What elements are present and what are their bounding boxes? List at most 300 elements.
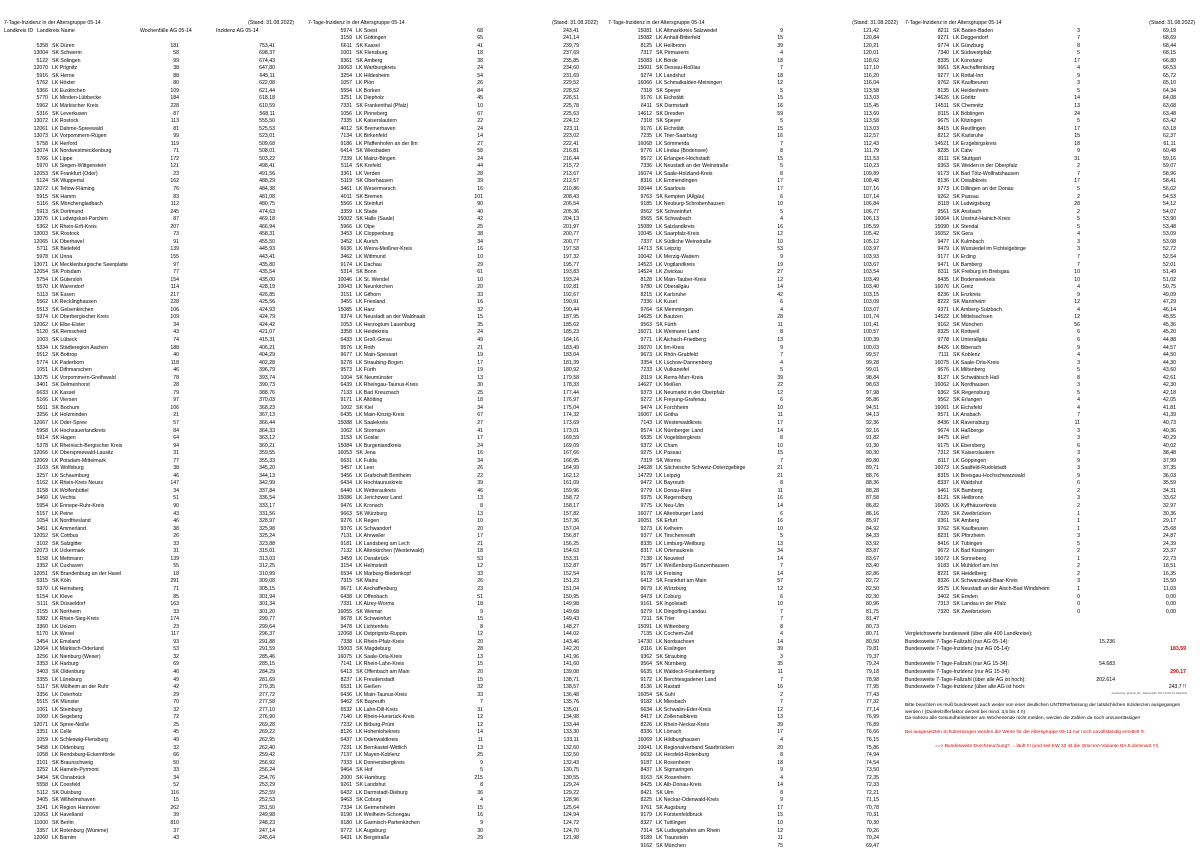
landkreis-name: LK Kitzingen xyxy=(953,118,983,125)
landkreis-name: SK Delmenhorst xyxy=(52,382,90,389)
table-row xyxy=(4,828,294,836)
landkreis-id: 6436 xyxy=(340,691,352,698)
landkreis-id: 5315 xyxy=(36,578,48,585)
table-row xyxy=(308,103,598,111)
landkreis-id: 9262 xyxy=(937,193,949,200)
landkreis-id: 8231 xyxy=(937,533,949,540)
weekly-cases: 5 xyxy=(780,367,783,374)
landkreis-id: 16070 xyxy=(637,344,652,351)
incidence-value: 132,50 xyxy=(563,752,579,759)
incidence-value: 79,37 xyxy=(866,653,879,660)
landkreis-id: 5966 xyxy=(340,223,352,230)
landkreis-id: 5913 xyxy=(36,208,48,215)
landkreis-id: 3460 xyxy=(36,495,48,502)
landkreis-id: 8211 xyxy=(937,27,949,34)
landkreis-name: SK Dortmund xyxy=(52,208,84,215)
weekly-cases: 9 xyxy=(480,608,483,615)
incidence-value: 216,81 xyxy=(563,148,579,155)
landkreis-name: LK Regionalverband Saarbrücken xyxy=(656,744,734,751)
incidence-value: 46,14 xyxy=(1163,306,1176,313)
landkreis-name: LK Saarlouis xyxy=(656,186,686,193)
landkreis-id: 5370 xyxy=(36,586,48,593)
incidence-value: 52,01 xyxy=(1163,261,1176,268)
table-row xyxy=(905,111,1195,119)
table-row xyxy=(4,88,294,96)
landkreis-id: 8335 xyxy=(937,57,949,64)
landkreis-id: 8136 xyxy=(937,178,949,185)
landkreis-name: SK Worms xyxy=(656,457,681,464)
landkreis-name: LK Dithmarschen xyxy=(52,367,92,374)
landkreis-name: LK Emmendingen xyxy=(656,178,698,185)
incidence-value: 107,14 xyxy=(863,193,879,200)
table-row xyxy=(4,118,294,126)
landkreis-id: 1053 xyxy=(340,321,352,328)
weekly-cases: 10 xyxy=(777,525,783,532)
incidence-value: 243,41 xyxy=(563,27,579,34)
landkreis-id: 8226 xyxy=(640,721,652,728)
landkreis-name: LK Sigmaringen xyxy=(656,767,693,774)
table-row xyxy=(4,50,294,58)
table-row xyxy=(905,473,1195,481)
incidence-value: 52,72 xyxy=(1163,246,1176,253)
landkreis-name: LK Bamberg xyxy=(953,261,982,268)
table-row xyxy=(608,65,898,73)
weekly-cases: 53 xyxy=(477,555,483,562)
weekly-cases: 810 xyxy=(170,819,179,826)
table-row xyxy=(608,843,898,850)
table-row xyxy=(4,337,294,345)
landkreis-id: 9179 xyxy=(640,812,652,819)
landkreis-id: 7140 xyxy=(340,714,352,721)
landkreis-name: LK Donnersbergkreis xyxy=(356,759,405,766)
incidence-value: 249,98 xyxy=(259,812,275,819)
landkreis-id: 5766 xyxy=(36,155,48,162)
landkreis-id: 15086 xyxy=(337,495,352,502)
table-row xyxy=(905,133,1195,141)
weekly-cases: 88 xyxy=(173,72,179,79)
table-row xyxy=(905,390,1195,398)
landkreis-id: 6413 xyxy=(340,669,352,676)
landkreis-id: 3356 xyxy=(36,691,48,698)
incidence-value: 70,78 xyxy=(866,804,879,811)
landkreis-id: 8436 xyxy=(937,419,949,426)
table-row xyxy=(4,578,294,586)
weekly-cases: 3 xyxy=(1077,578,1080,585)
weekly-cases: 10 xyxy=(1074,276,1080,283)
incidence-value: 262,40 xyxy=(259,744,275,751)
incidence-value: 81,47 xyxy=(866,616,879,623)
weekly-cases: 5 xyxy=(1077,50,1080,57)
incidence-value: 94,51 xyxy=(866,404,879,411)
landkreis-name: SK Amberg xyxy=(953,518,980,525)
incidence-value: 291,59 xyxy=(259,646,275,653)
landkreis-name: LK Tirschenreuth xyxy=(656,533,696,540)
table-row xyxy=(4,412,294,420)
table-row xyxy=(308,292,598,300)
incidence-value: 111,53 xyxy=(863,155,879,162)
table-row xyxy=(4,322,294,330)
weekly-cases: 7 xyxy=(780,457,783,464)
incidence-value: 113,58 xyxy=(863,118,879,125)
table-row xyxy=(608,752,898,760)
landkreis-name: LK Aichach-Friedberg xyxy=(656,336,706,343)
landkreis-name: SK Wiesbaden xyxy=(356,148,391,155)
table-row xyxy=(4,148,294,156)
table-row xyxy=(4,556,294,564)
landkreis-id: 7211 xyxy=(640,616,652,623)
landkreis-id: 5374 xyxy=(36,314,48,321)
landkreis-name: LK Holzminden xyxy=(52,412,88,419)
table-row xyxy=(308,450,598,458)
landkreis-id: 7320 xyxy=(937,608,949,615)
incidence-value: 301,34 xyxy=(259,601,275,608)
weekly-cases: 10 xyxy=(1074,269,1080,276)
table-row xyxy=(608,352,898,360)
landkreis-name: SK Frankfurt am Main xyxy=(656,578,707,585)
table-row xyxy=(4,284,294,292)
summary-row xyxy=(905,661,1195,669)
weekly-cases: 4 xyxy=(1077,65,1080,72)
summary-label: Bundesweite 7-Tage-Inzidenz (nur AG 05-14): xyxy=(905,646,1011,653)
landkreis-id: 9363 xyxy=(937,163,949,170)
table-row xyxy=(308,541,598,549)
incidence-value: 359,55 xyxy=(259,450,275,457)
weekly-cases: 15 xyxy=(777,95,783,102)
table-row xyxy=(905,345,1195,353)
landkreis-name: SK München xyxy=(953,321,983,328)
weekly-cases: 6 xyxy=(780,193,783,200)
landkreis-id: 3459 xyxy=(340,555,352,562)
weekly-cases: 8 xyxy=(780,480,783,487)
incidence-value: 76,89 xyxy=(866,721,879,728)
landkreis-name: SK Herne xyxy=(52,72,75,79)
landkreis-name: LK Borken xyxy=(356,87,381,94)
incidence-value: 336,54 xyxy=(259,495,275,502)
incidence-value: 277,72 xyxy=(259,691,275,698)
landkreis-name: LK Salzlandkreis xyxy=(656,223,695,230)
landkreis-id: 5978 xyxy=(36,253,48,260)
weekly-cases: 2 xyxy=(1077,570,1080,577)
landkreis-id: 6439 xyxy=(340,382,352,389)
weekly-cases: 5 xyxy=(1077,367,1080,374)
weekly-cases: 2 xyxy=(1077,487,1080,494)
weekly-cases: 75 xyxy=(777,842,783,849)
weekly-cases: 77 xyxy=(173,269,179,276)
landkreis-name: LK Teltow-Fläming xyxy=(52,186,95,193)
table-row xyxy=(4,133,294,141)
weekly-cases: 30 xyxy=(477,382,483,389)
landkreis-id: 14524 xyxy=(637,269,652,276)
table-row xyxy=(905,284,1195,292)
landkreis-name: LK Konstanz xyxy=(953,57,983,64)
weekly-cases: 12 xyxy=(1074,299,1080,306)
landkreis-name: LK Cuxhaven xyxy=(52,563,84,570)
landkreis-name: SK Zweibrücken xyxy=(953,608,991,615)
landkreis-name: LK Vogtlandkreis xyxy=(656,261,695,268)
table-row xyxy=(308,435,598,443)
incidence-value: 69,19 xyxy=(1163,27,1176,34)
landkreis-name: LK Merzig-Wadern xyxy=(656,253,700,260)
incidence-value: 66,53 xyxy=(1163,65,1176,72)
landkreis-name: SK Weimar xyxy=(356,608,383,615)
incidence-value: 63,68 xyxy=(1163,103,1176,110)
table-row xyxy=(608,654,898,662)
incidence-value: 276,90 xyxy=(259,714,275,721)
landkreis-id: 5314 xyxy=(340,269,352,276)
landkreis-id: 5711 xyxy=(36,246,48,253)
weekly-cases: 14 xyxy=(777,284,783,291)
landkreis-id: 9663 xyxy=(340,510,352,517)
table-row xyxy=(308,126,598,134)
landkreis-id: 9564 xyxy=(640,661,652,668)
weekly-cases: 15 xyxy=(477,804,483,811)
landkreis-id: 8127 xyxy=(937,374,949,381)
weekly-cases: 3 xyxy=(1077,427,1080,434)
table-row xyxy=(608,458,898,466)
weekly-cases: 67 xyxy=(477,110,483,117)
landkreis-name: SK Hamm xyxy=(52,193,76,200)
incidence-value: 481,08 xyxy=(259,193,275,200)
weekly-cases: 3 xyxy=(1077,533,1080,540)
table-row xyxy=(608,677,898,685)
incidence-value: 169,59 xyxy=(563,435,579,442)
incidence-value: 113,03 xyxy=(863,125,879,132)
incidence-value: 254,76 xyxy=(259,774,275,781)
landkreis-name: LK Altmarkkreis Salzwedel xyxy=(656,27,718,34)
incidence-value: 424,79 xyxy=(259,314,275,321)
landkreis-id: 16062 xyxy=(934,382,949,389)
weekly-cases: 33 xyxy=(173,540,179,547)
weekly-cases: 34 xyxy=(173,487,179,494)
landkreis-id: 14521 xyxy=(934,140,949,147)
weekly-cases: 11 xyxy=(777,835,783,842)
landkreis-id: 9183 xyxy=(937,563,949,570)
weekly-cases: 4 xyxy=(780,216,783,223)
landkreis-id: 5554 xyxy=(340,87,352,94)
weekly-cases: 46 xyxy=(477,487,483,494)
weekly-cases: 10 xyxy=(477,253,483,260)
incidence-value: 89,80 xyxy=(866,457,879,464)
weekly-cases: 4 xyxy=(780,50,783,57)
incidence-value: 466,94 xyxy=(259,223,275,230)
incidence-value: 143,46 xyxy=(563,638,579,645)
table-row xyxy=(4,209,294,217)
incidence-value: 299,64 xyxy=(259,623,275,630)
landkreis-id: 11000 xyxy=(33,819,48,826)
landkreis-name: LK Wolfenbüttel xyxy=(52,487,89,494)
incidence-value: 24,87 xyxy=(1163,533,1176,540)
incidence-value: 78,98 xyxy=(866,676,879,683)
incidence-value: 95,86 xyxy=(866,397,879,404)
incidence-value: 488,29 xyxy=(259,178,275,185)
landkreis-name: LK Unna xyxy=(52,253,73,260)
landkreis-name: LK Burgenlandkreis xyxy=(356,442,402,449)
landkreis-id: 9161 xyxy=(640,601,652,608)
table-row xyxy=(608,360,898,368)
incidence-value: 445,93 xyxy=(259,246,275,253)
weekly-cases: 13 xyxy=(777,336,783,343)
incidence-value: 38,48 xyxy=(1163,450,1176,457)
incidence-value: 241,14 xyxy=(563,35,579,42)
weekly-cases: 53 xyxy=(173,646,179,653)
landkreis-name: LK Regen xyxy=(356,518,380,525)
incidence-value: 79,18 xyxy=(866,669,879,676)
weekly-cases: 2 xyxy=(1077,563,1080,570)
weekly-cases: 14 xyxy=(777,555,783,562)
weekly-cases: 2 xyxy=(1077,208,1080,215)
table-row xyxy=(905,428,1195,436)
landkreis-id: 3155 xyxy=(36,608,48,615)
incidence-value: 364,33 xyxy=(259,427,275,434)
landkreis-id: 5774 xyxy=(36,359,48,366)
weekly-cases: 39 xyxy=(477,480,483,487)
incidence-value: 323,88 xyxy=(259,540,275,547)
weekly-cases: 163 xyxy=(170,601,179,608)
incidence-value: 234,60 xyxy=(563,65,579,72)
table-row xyxy=(4,141,294,149)
landkreis-name: LK Alb-Donau-Kreis xyxy=(656,782,702,789)
weekly-cases: 3 xyxy=(1077,495,1080,502)
landkreis-name: LK Ludwigsburg xyxy=(953,201,991,208)
table-row xyxy=(608,450,898,458)
landkreis-name: LK Oldenburg xyxy=(52,744,85,751)
landkreis-name: LK Esslingen xyxy=(656,646,687,653)
weekly-cases: 12 xyxy=(477,721,483,728)
landkreis-id: 16063 xyxy=(337,65,352,72)
incidence-value: 29,17 xyxy=(1163,518,1176,525)
incidence-value: 158,72 xyxy=(563,495,579,502)
incidence-value: 205,36 xyxy=(563,208,579,215)
weekly-cases: 119 xyxy=(170,140,179,147)
incidence-value: 161,09 xyxy=(563,480,579,487)
incidence-value: 91,30 xyxy=(866,442,879,449)
weekly-cases: 46 xyxy=(173,472,179,479)
landkreis-id: 13075 xyxy=(33,374,48,381)
weekly-cases: 7 xyxy=(780,352,783,359)
landkreis-name: SK Essen xyxy=(52,291,75,298)
incidence-value: 621,44 xyxy=(259,87,275,94)
landkreis-name: LK Rhein-Sieg-Kreis xyxy=(52,616,99,623)
weekly-cases: 18 xyxy=(777,57,783,64)
table-row xyxy=(608,133,898,141)
weekly-cases: 51 xyxy=(477,593,483,600)
incidence-value: 698,37 xyxy=(259,50,275,57)
table-row xyxy=(4,737,294,745)
table-row xyxy=(4,760,294,768)
incidence-value: 183,49 xyxy=(563,344,579,351)
landkreis-id: 9562 xyxy=(640,208,652,215)
landkreis-id: 3358 xyxy=(340,329,352,336)
landkreis-id: 6440 xyxy=(340,487,352,494)
landkreis-id: 9174 xyxy=(340,261,352,268)
landkreis-id: 9462 xyxy=(340,699,352,706)
landkreis-name: SK Bremen xyxy=(356,193,383,200)
table-row xyxy=(308,186,598,194)
landkreis-name: LK Regensburg xyxy=(656,495,693,502)
incidence-value: 313,03 xyxy=(259,555,275,562)
weekly-cases: 8 xyxy=(780,170,783,177)
landkreis-id: 5762 xyxy=(36,80,48,87)
table-row xyxy=(608,178,898,186)
weekly-cases: 7 xyxy=(1077,170,1080,177)
landkreis-id: 13073 xyxy=(33,133,48,140)
landkreis-name: LK Bad Tölz-Wolfratshausen xyxy=(953,170,1019,177)
incidence-value: 187,95 xyxy=(563,314,579,321)
table-row xyxy=(4,639,294,647)
incidence-value: 53,09 xyxy=(1163,231,1176,238)
weekly-cases: 15 xyxy=(173,797,179,804)
incidence-value: 107,16 xyxy=(863,186,879,193)
landkreis-name: LK Osterholz xyxy=(52,691,82,698)
landkreis-id: 8317 xyxy=(640,548,652,555)
landkreis-name: LK Kusel xyxy=(656,299,677,306)
incidence-value: 201,97 xyxy=(563,223,579,230)
landkreis-id: 3102 xyxy=(36,540,48,547)
weekly-cases: 147 xyxy=(170,480,179,487)
table-row xyxy=(905,329,1195,337)
weekly-cases: 5 xyxy=(780,208,783,215)
weekly-cases: 188 xyxy=(170,344,179,351)
incidence-value: 40,02 xyxy=(1163,442,1176,449)
landkreis-id: 1002 xyxy=(340,404,352,411)
table-row xyxy=(308,722,598,730)
landkreis-name: LK Schaumburg xyxy=(52,472,90,479)
landkreis-id: 9775 xyxy=(640,503,652,509)
landkreis-name: LK Mittelsachsen xyxy=(953,314,993,321)
incidence-value: 113,58 xyxy=(863,87,879,94)
incidence-value: 193,24 xyxy=(563,276,579,283)
weekly-cases: 262 xyxy=(170,804,179,811)
landkreis-id: 8326 xyxy=(937,578,949,585)
incidence-value: 162,12 xyxy=(563,472,579,479)
landkreis-id: 9679 xyxy=(640,586,652,593)
landkreis-id: 7137 xyxy=(340,752,352,759)
landkreis-name: LK Rems-Murr-Kreis xyxy=(656,374,704,381)
table-row xyxy=(608,35,898,43)
incidence-value: 98,63 xyxy=(866,382,879,389)
landkreis-id: 9764 xyxy=(640,306,652,313)
weekly-cases: 21 xyxy=(777,465,783,472)
landkreis-name: SK Speyer xyxy=(656,118,681,125)
incidence-value: 235,85 xyxy=(563,57,579,64)
weekly-cases: 14 xyxy=(777,503,783,509)
table-row xyxy=(608,246,898,254)
table-row xyxy=(4,262,294,270)
weekly-cases: 15 xyxy=(777,125,783,132)
incidence-value: 157,82 xyxy=(563,510,579,517)
landkreis-name: LK Lüchow-Dannenberg xyxy=(656,359,712,366)
landkreis-id: 9763 xyxy=(640,193,652,200)
weekly-cases: 12 xyxy=(777,231,783,238)
note-underreporting: Bitte beachten es muß bundesweit auch weiter von einer deutlichen UNTERerfassung der tatsächlichen Inzidenzen ausgegangen werden ! (Dunkelzifferfaktor derzeit bei mind. 3,5 bis 4 !!) xyxy=(905,703,1181,715)
weekly-cases: 27 xyxy=(477,140,483,147)
incidence-value: 41,39 xyxy=(1163,412,1176,419)
landkreis-id: 5113 xyxy=(36,291,48,298)
weekly-cases: 56 xyxy=(1074,321,1080,328)
landkreis-id: 7313 xyxy=(937,601,949,608)
landkreis-name: LK Lichtenfels xyxy=(356,623,389,630)
incidence-value: 173,01 xyxy=(563,427,579,434)
table-row xyxy=(608,118,898,126)
landkreis-id: 5558 xyxy=(36,782,48,789)
landkreis-id: 3251 xyxy=(340,95,352,102)
weekly-cases: 32 xyxy=(173,744,179,751)
weekly-cases: 42 xyxy=(173,684,179,691)
landkreis-id: 7336 xyxy=(640,163,652,170)
incidence-value: 753,41 xyxy=(259,42,275,49)
landkreis-id: 9575 xyxy=(937,586,949,593)
landkreis-id: 3101 xyxy=(36,759,48,766)
